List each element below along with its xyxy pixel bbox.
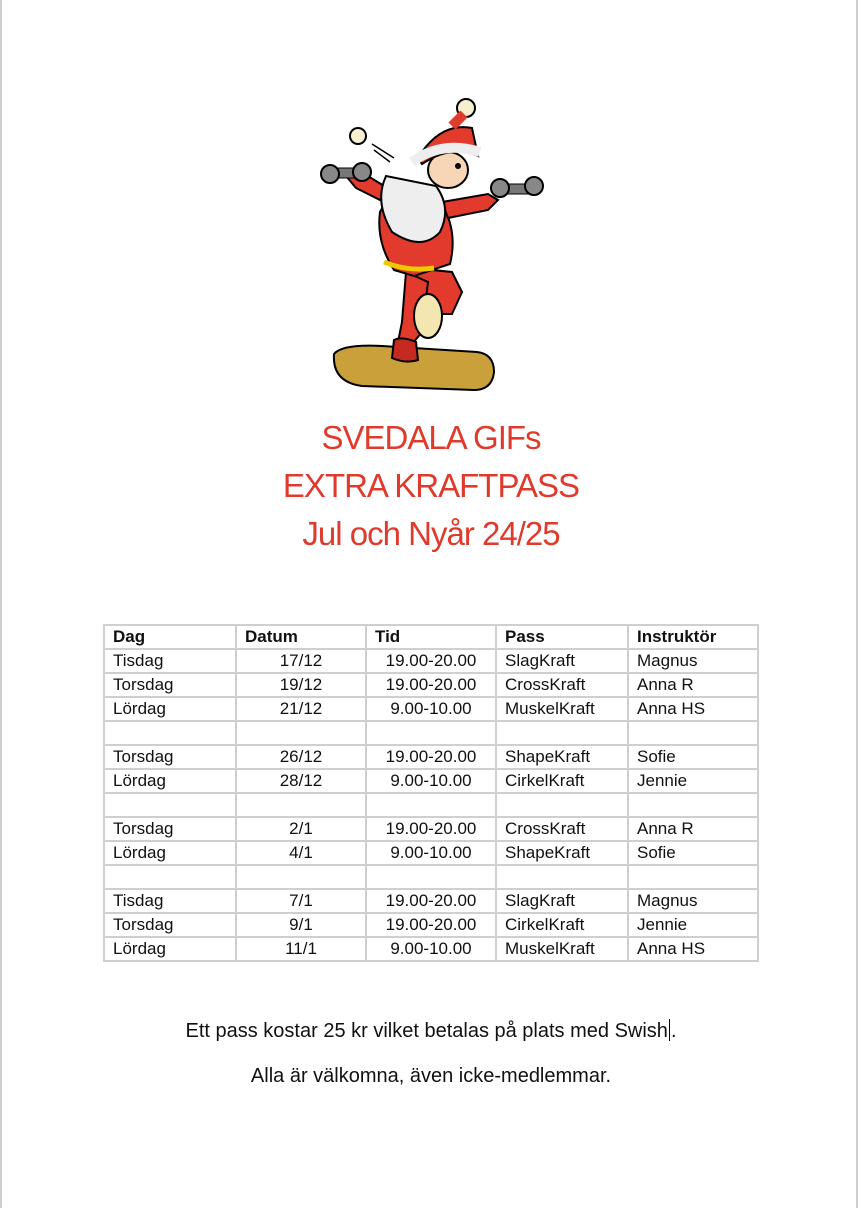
cell-pass: SlagKraft: [496, 889, 628, 913]
cell-pass: [496, 865, 628, 889]
cell-tid: 19.00-20.00: [366, 889, 496, 913]
cell-datum: 26/12: [236, 745, 366, 769]
cell-dag: Torsdag: [104, 745, 236, 769]
cell-datum: 19/12: [236, 673, 366, 697]
cell-instruktor: Anna R: [628, 817, 758, 841]
table-row-empty: [104, 793, 758, 817]
cell-pass: CrossKraft: [496, 817, 628, 841]
cell-pass: ShapeKraft: [496, 841, 628, 865]
table-row: [104, 673, 758, 697]
cell-tid: 19.00-20.00: [366, 745, 496, 769]
cell-pass: [496, 721, 628, 745]
cell-dag: Tisdag: [104, 889, 236, 913]
price-note-text: Ett pass kostar 25 kr vilket betalas på plats med Swish: [185, 1020, 668, 1042]
cell-dag: Lördag: [104, 769, 236, 793]
table-row: [104, 649, 758, 673]
price-note: [2, 1019, 858, 1043]
cell-tid: [366, 793, 496, 817]
cell-datum: 17/12: [236, 649, 366, 673]
cell-pass: ShapeKraft: [496, 745, 628, 769]
cell-dag: Torsdag: [104, 817, 236, 841]
cell-dag: Tisdag: [104, 649, 236, 673]
table-row: [104, 697, 758, 721]
cell-instruktor: Magnus: [628, 649, 758, 673]
cell-tid: 19.00-20.00: [366, 673, 496, 697]
cell-datum: 28/12: [236, 769, 366, 793]
table-row: [104, 889, 758, 913]
cell-tid: 19.00-20.00: [366, 913, 496, 937]
table-row-empty: [104, 865, 758, 889]
cell-instruktor: Jennie: [628, 913, 758, 937]
cell-pass: MuskelKraft: [496, 697, 628, 721]
santa-exercising-icon: [302, 92, 562, 392]
cell-datum: [236, 793, 366, 817]
cell-datum: 4/1: [236, 841, 366, 865]
cell-tid: 9.00-10.00: [366, 841, 496, 865]
cell-datum: 21/12: [236, 697, 366, 721]
cell-instruktor: Sofie: [628, 841, 758, 865]
cell-instruktor: Magnus: [628, 889, 758, 913]
table-body: [104, 649, 758, 961]
cell-datum: [236, 721, 366, 745]
cell-tid: 19.00-20.00: [366, 817, 496, 841]
title-club: SVEDALA GIFs: [321, 419, 541, 456]
cell-dag: [104, 865, 236, 889]
cell-pass: [496, 793, 628, 817]
cell-pass: CrossKraft: [496, 673, 628, 697]
table-row: [104, 769, 758, 793]
cell-pass: CirkelKraft: [496, 913, 628, 937]
header-instruktor: Instruktör: [628, 625, 758, 649]
table-row: [104, 841, 758, 865]
cell-dag: Torsdag: [104, 913, 236, 937]
title-block: [2, 414, 858, 558]
cell-datum: 11/1: [236, 937, 366, 961]
title-period: Jul och Nyår 24/25: [302, 515, 560, 552]
cell-dag: [104, 793, 236, 817]
header-tid: Tid: [366, 625, 496, 649]
table-header-row: [104, 625, 758, 649]
table-row: [104, 745, 758, 769]
table-row: [104, 913, 758, 937]
cell-instruktor: Anna HS: [628, 937, 758, 961]
cell-instruktor: [628, 793, 758, 817]
table-row-empty: [104, 721, 758, 745]
cell-datum: [236, 865, 366, 889]
cell-dag: Lördag: [104, 841, 236, 865]
cell-dag: Lördag: [104, 937, 236, 961]
header-dag: Dag: [104, 625, 236, 649]
cell-tid: 9.00-10.00: [366, 697, 496, 721]
table-row: [104, 937, 758, 961]
cell-tid: 9.00-10.00: [366, 769, 496, 793]
welcome-note: Alla är välkomna, även icke-medlemmar.: [250, 1065, 612, 1087]
cell-instruktor: Sofie: [628, 745, 758, 769]
header-pass: Pass: [496, 625, 628, 649]
text-caret: [669, 1019, 670, 1041]
cell-tid: [366, 865, 496, 889]
cell-datum: 7/1: [236, 889, 366, 913]
cell-instruktor: Jennie: [628, 769, 758, 793]
title-event: EXTRA KRAFTPASS: [282, 467, 580, 504]
cell-instruktor: [628, 865, 758, 889]
table-row: [104, 817, 758, 841]
cell-tid: 9.00-10.00: [366, 937, 496, 961]
cell-datum: 2/1: [236, 817, 366, 841]
cell-tid: [366, 721, 496, 745]
schedule-table: [103, 624, 759, 962]
cell-instruktor: Anna R: [628, 673, 758, 697]
cell-dag: [104, 721, 236, 745]
cell-instruktor: [628, 721, 758, 745]
cell-instruktor: Anna HS: [628, 697, 758, 721]
cell-datum: 9/1: [236, 913, 366, 937]
cell-dag: Lördag: [104, 697, 236, 721]
cell-tid: 19.00-20.00: [366, 649, 496, 673]
cell-pass: CirkelKraft: [496, 769, 628, 793]
cell-pass: SlagKraft: [496, 649, 628, 673]
header-datum: Datum: [236, 625, 366, 649]
cell-pass: MuskelKraft: [496, 937, 628, 961]
cell-dag: Torsdag: [104, 673, 236, 697]
price-note-period: .: [670, 1020, 677, 1042]
